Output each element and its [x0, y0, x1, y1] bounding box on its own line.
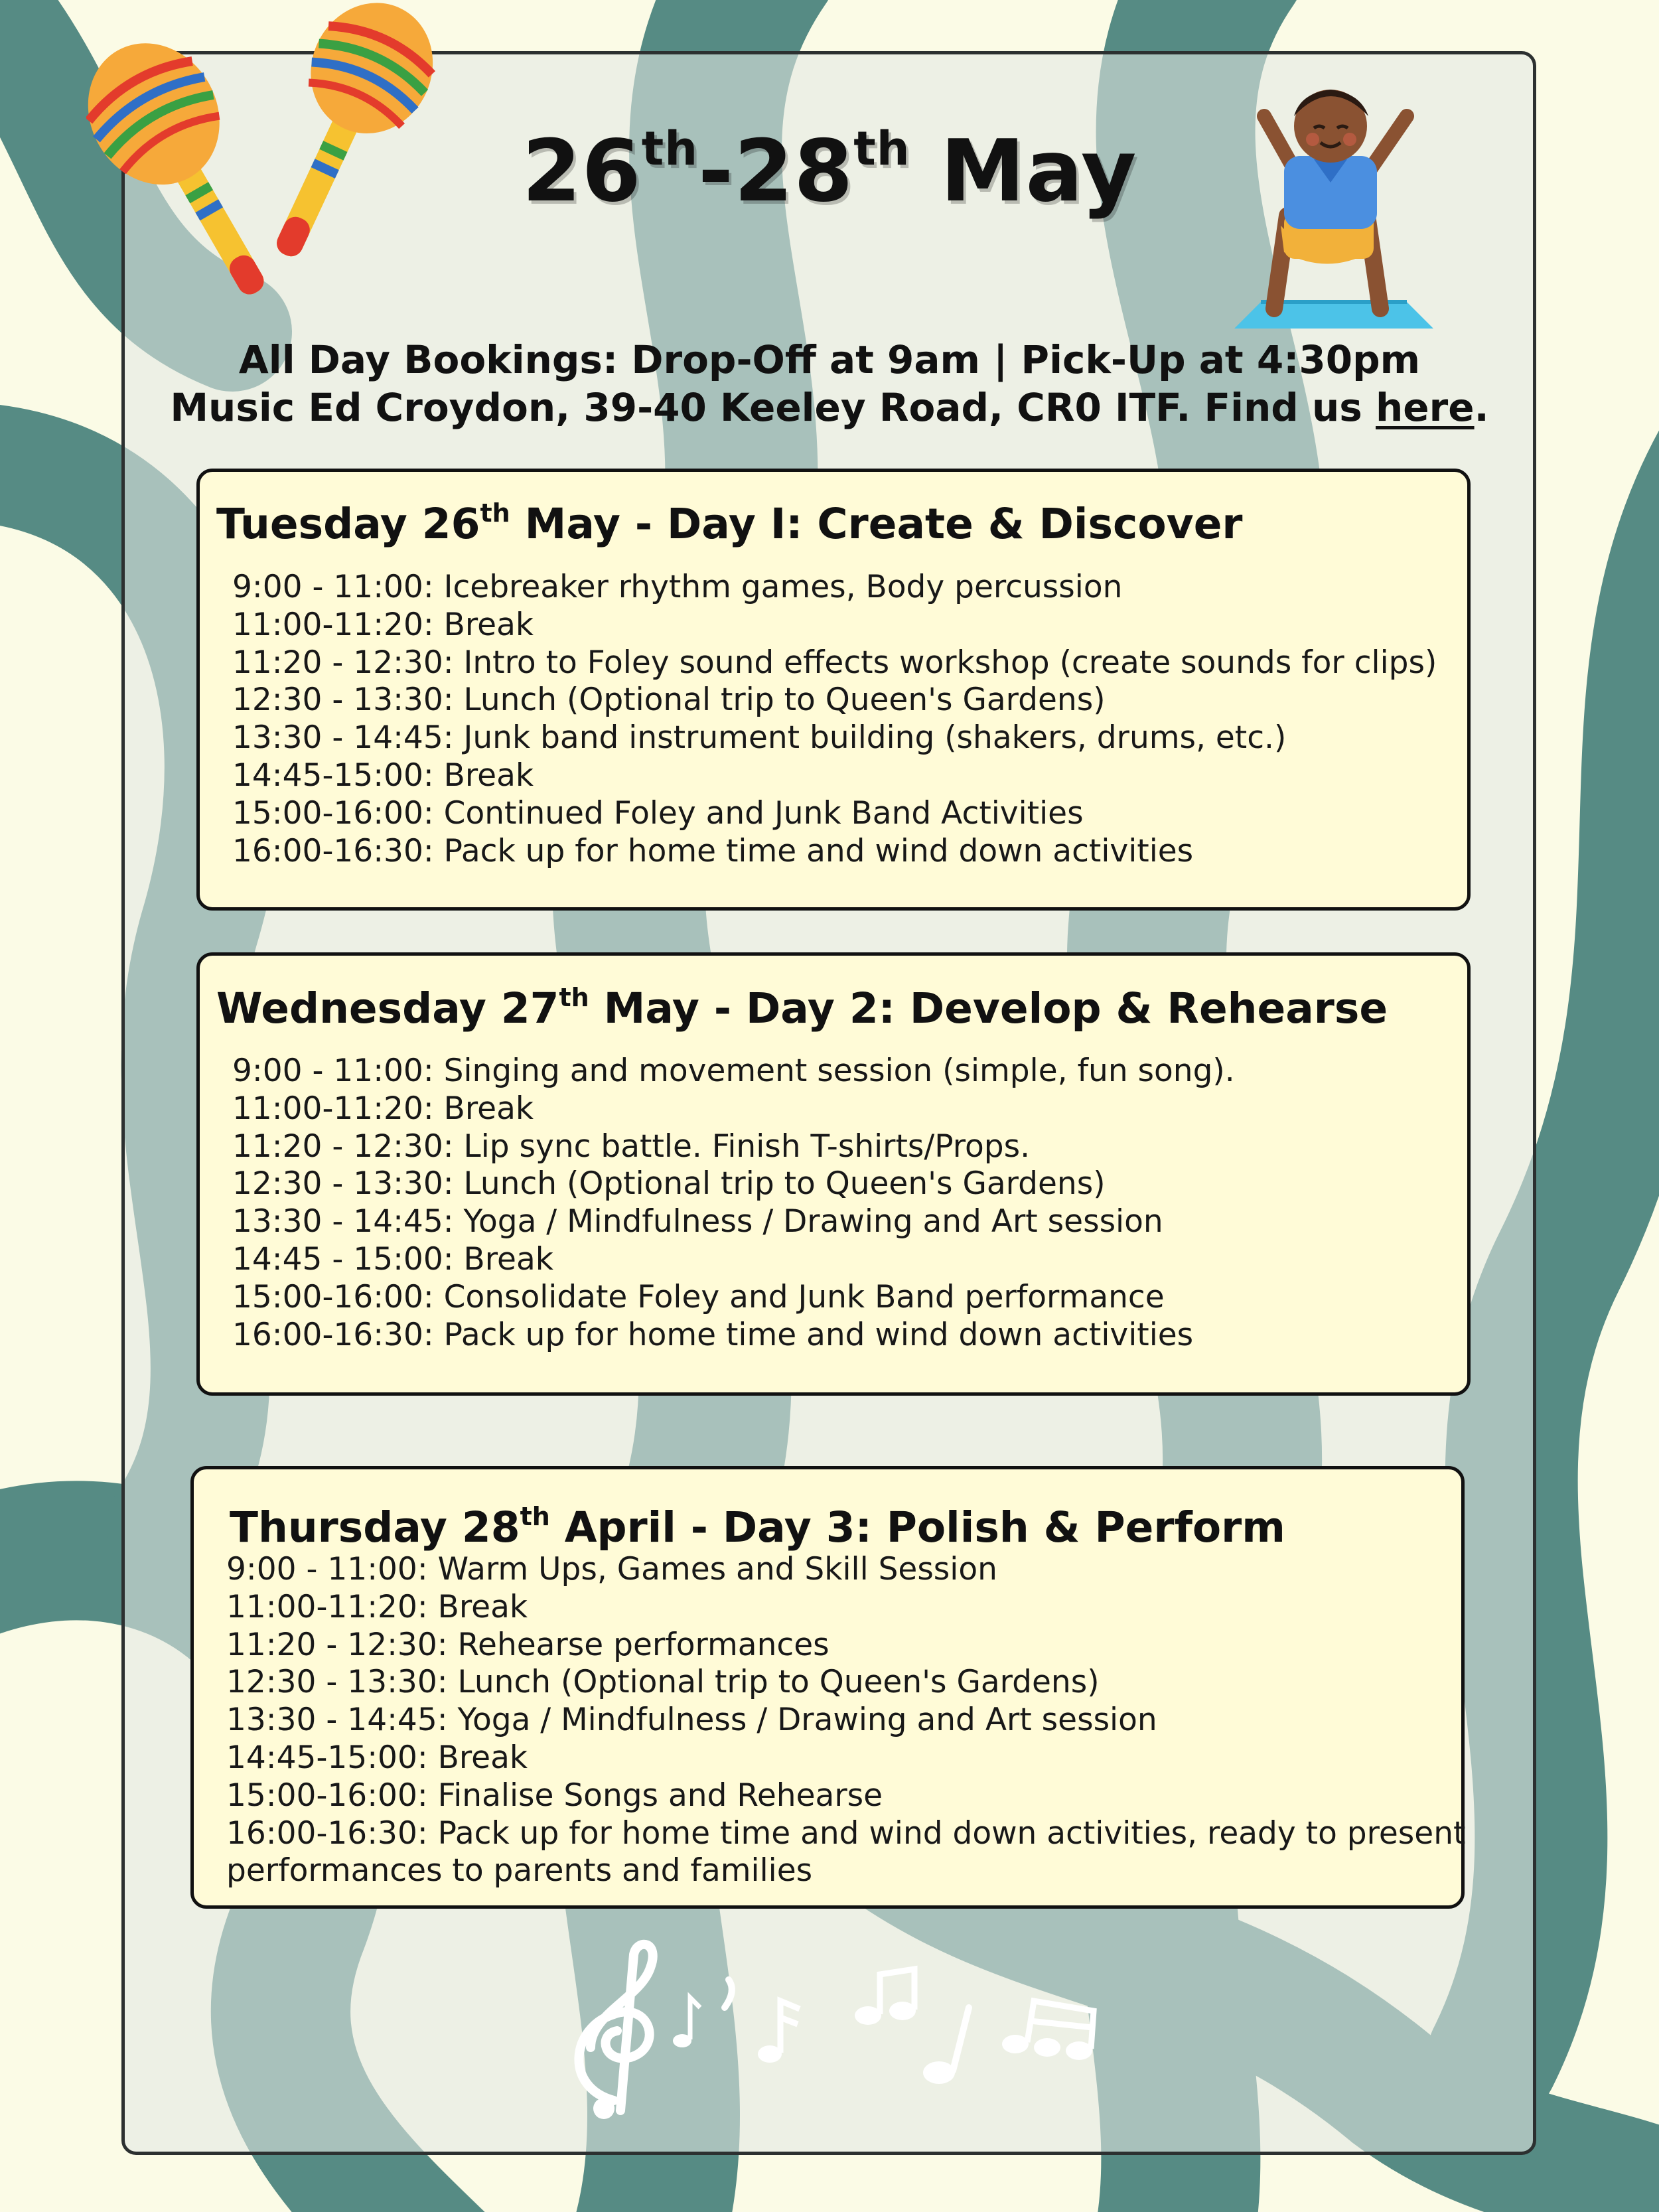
day1-title: Tuesday 26th May - Day I: Create & Discover [216, 498, 1243, 548]
page-title: 26th-28th May [522, 121, 1137, 221]
day2-schedule [232, 1053, 1235, 1354]
schedule-item: 15:00-16:00: Consolidate Foley and Junk Band performance [232, 1278, 1165, 1315]
day3-title: Thursday 28th April - Day 3: Polish & Perform [230, 1502, 1285, 1552]
schedule-item: 15:00-16:00: Finalise Songs and Rehearse [226, 1777, 883, 1814]
schedule-item: 14:45-15:00: Break [226, 1739, 528, 1776]
music-notes-icon [551, 1935, 1121, 2120]
day2-card [196, 952, 1471, 1396]
schedule-item: 11:20 - 12:30: Lip sync battle. Finish T-shirts/Props. [232, 1128, 1031, 1165]
day3-card [190, 1466, 1465, 1909]
schedule-item: 14:45 - 15:00: Break [232, 1240, 553, 1278]
venue-address: Music Ed Croydon, 39-40 Keeley Road, CR0 ITF. Find us here. [170, 385, 1489, 430]
schedule-item: 15:00-16:00: Continued Foley and Junk Band Activities [232, 794, 1084, 832]
day2-title: Wednesday 27th May - Day 2: Develop & Rehearse [216, 983, 1388, 1033]
schedule-item: 16:00-16:30: Pack up for home time and wind down activities [232, 832, 1194, 869]
schedule-item: 11:00-11:20: Break [232, 1090, 534, 1127]
schedule-item: 11:00-11:20: Break [232, 606, 534, 643]
schedule-item: 11:20 - 12:30: Rehearse performances [226, 1626, 830, 1663]
schedule-item: 11:20 - 12:30: Intro to Foley sound effects workshop (create sounds for clips) [232, 644, 1437, 681]
booking-times: All Day Bookings: Drop-Off at 9am | Pick-Up at 4:30pm [238, 337, 1421, 382]
day1-schedule [232, 569, 1437, 870]
schedule-item: 12:30 - 13:30: Lunch (Optional trip to Queen's Gardens) [232, 1165, 1106, 1203]
schedule-item: 9:00 - 11:00: Icebreaker rhythm games, Body percussion [232, 569, 1123, 605]
schedule-item: 16:00-16:30: Pack up for home time and wind down activities [232, 1316, 1194, 1353]
day3-schedule [226, 1551, 1465, 1890]
schedule-item: 13:30 - 14:45: Yoga / Mindfulness / Drawing and Art session [226, 1702, 1157, 1739]
schedule-item: 12:30 - 13:30: Lunch (Optional trip to Queen's Gardens) [232, 682, 1106, 719]
schedule-item: 16:00-16:30: Pack up for home time and wind down activities, ready to present [226, 1814, 1466, 1852]
schedule-item: 11:00-11:20: Break [226, 1588, 528, 1625]
schedule-item: 9:00 - 11:00: Singing and movement session (simple, fun song). [232, 1053, 1235, 1089]
schedule-item: 12:30 - 13:30: Lunch (Optional trip to Queen's Gardens) [226, 1664, 1100, 1701]
schedule-item: 13:30 - 14:45: Yoga / Mindfulness / Drawing and Art session [232, 1203, 1163, 1240]
schedule-item: performances to parents and families [226, 1852, 813, 1889]
find-us-link[interactable]: here [1376, 385, 1475, 430]
schedule-item: 9:00 - 11:00: Warm Ups, Games and Skill Session [226, 1551, 997, 1587]
schedule-item: 14:45-15:00: Break [232, 757, 534, 794]
schedule-item: 13:30 - 14:45: Junk band instrument building (shakers, drums, etc.) [232, 719, 1287, 757]
day1-card [196, 469, 1471, 911]
